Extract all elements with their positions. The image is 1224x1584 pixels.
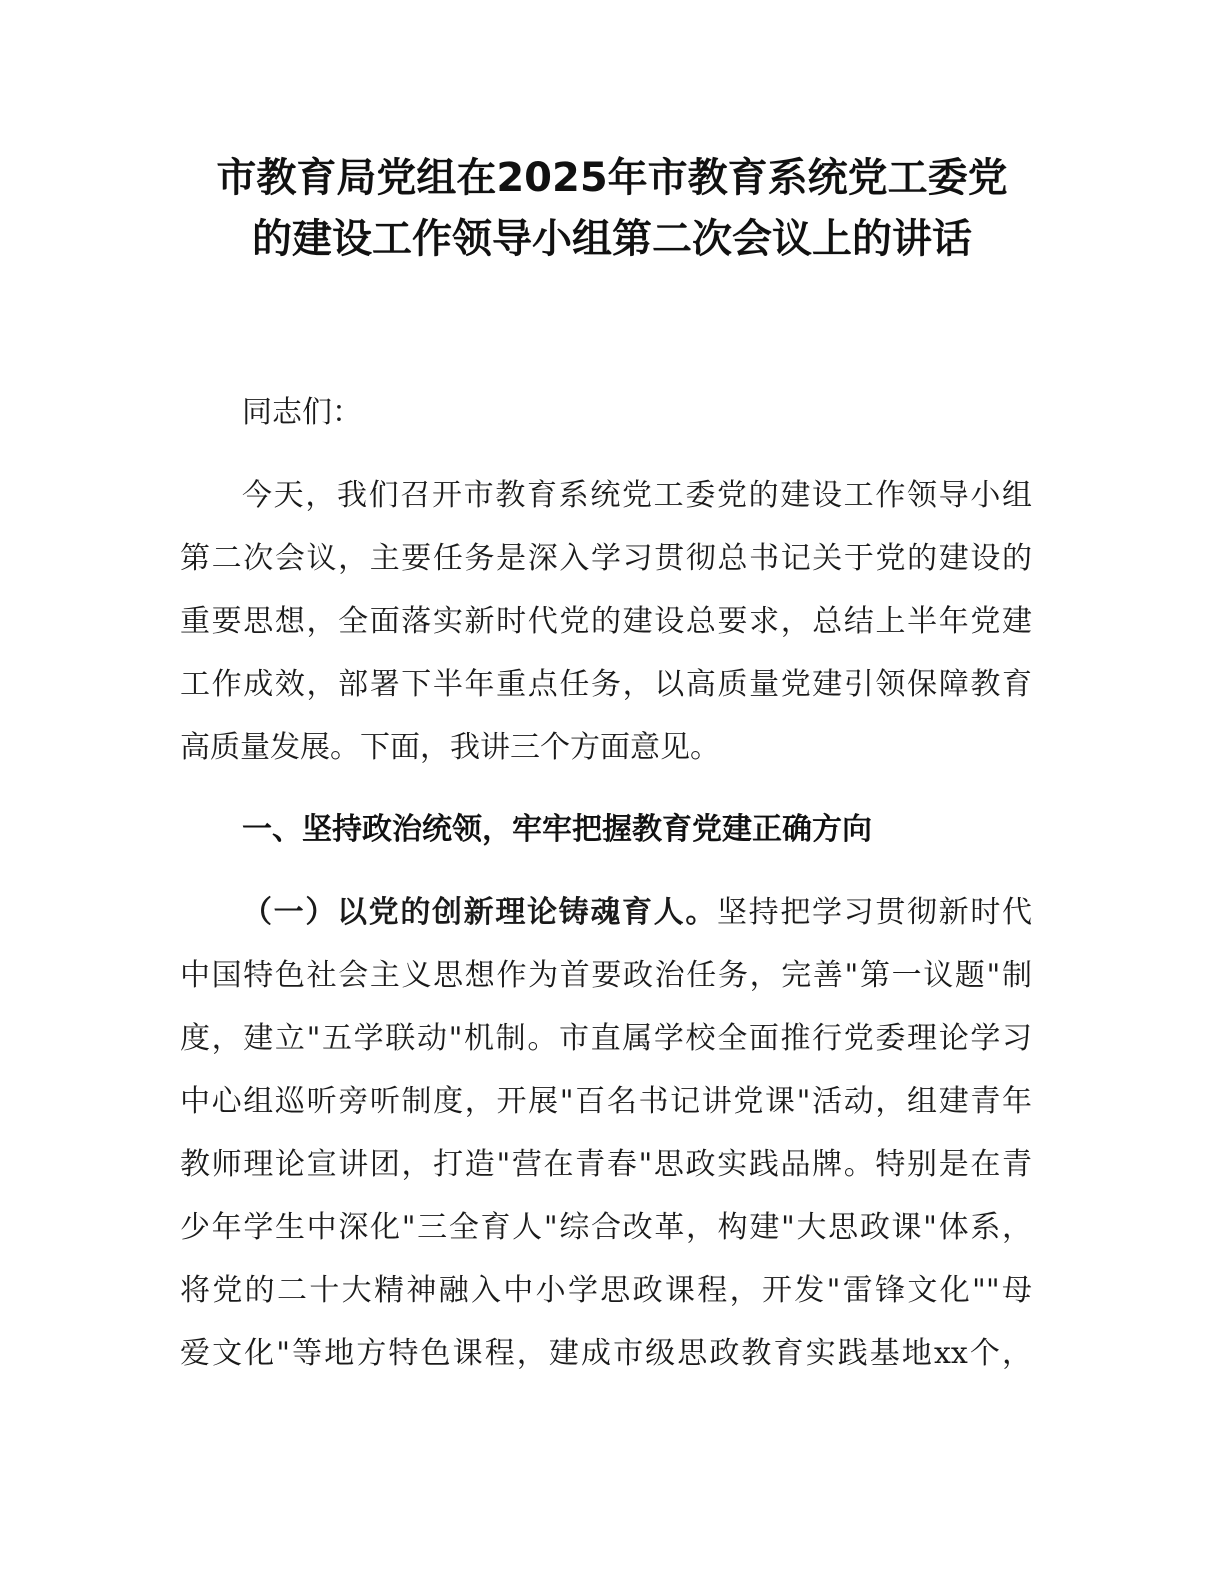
intro-line: 今天，我们召开市教育系统党工委党的建设工作领导小组 <box>242 478 1032 513</box>
salutation: 同志们： <box>242 395 362 430</box>
document-title-line-1: 市教育局党组在2025年市教育系统党工委党 <box>216 155 1008 201</box>
intro-line: 工作成效，部署下半年重点任务，以高质量党建引领保障教育 <box>180 667 1032 702</box>
document-title-line-2: 的建设工作领导小组第二次会议上的讲话 <box>252 216 972 262</box>
paragraph-line: 中心组巡听旁听制度，开展"百名书记讲党课"活动，组建青年 <box>180 1084 1032 1119</box>
paragraph-line: 少年学生中深化"三全育人"综合改革，构建"大思政课"体系， <box>180 1210 1032 1245</box>
paragraph-line: 中国特色社会主义思想作为首要政治任务，完善"第一议题"制 <box>180 958 1032 993</box>
subsection-first-line <box>242 883 1032 943</box>
paragraph-line: 度，建立"五学联动"机制。市直属学校全面推行党委理论学习 <box>180 1021 1032 1056</box>
paragraph-line: 教师理论宣讲团，打造"营在青春"思政实践品牌。特别是在青 <box>180 1147 1032 1182</box>
intro-line: 重要思想，全面落实新时代党的建设总要求，总结上半年党建 <box>180 604 1032 639</box>
paragraph-line: 将党的二十大精神融入中小学思政课程，开发"雷锋文化""母 <box>180 1273 1032 1308</box>
paragraph-line: 爱文化"等地方特色课程，建成市级思政教育实践基地xx个， <box>180 1336 1032 1371</box>
subsection-first-line-rest: 坚持把学习贯彻新时代 <box>717 895 1032 930</box>
subsection-heading: （一）以党的创新理论铸魂育人。 <box>242 895 717 930</box>
section-heading: 一、坚持政治统领，牢牢把握教育党建正确方向 <box>242 812 872 847</box>
intro-line: 第二次会议，主要任务是深入学习贯彻总书记关于党的建设的 <box>180 541 1032 576</box>
intro-line: 高质量发展。下面，我讲三个方面意见。 <box>180 730 720 765</box>
